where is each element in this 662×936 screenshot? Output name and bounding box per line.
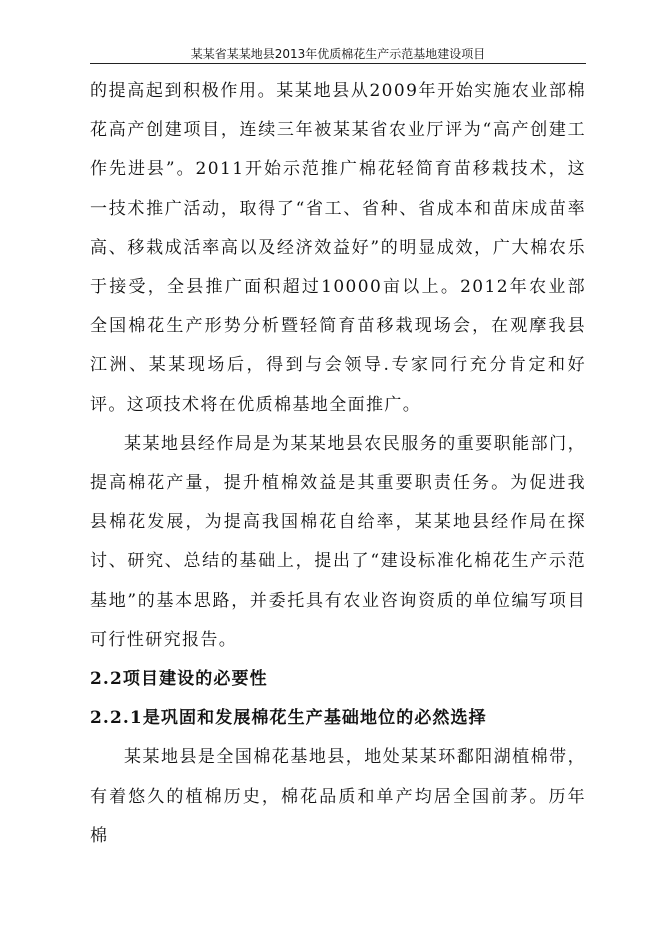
body-paragraph-2: 某某地县经作局是为某某地县农民服务的重要职能部门，提高棉花产量，提升植棉效益是其重要职责任务。为促进我县棉花发展，为提高我国棉花自给率，某某地县经作局在探讨、研究、总结的基础上，提出了“建设标准化棉花生产示范基地”的基本思路，并委托具有农业咨询资质的单位编写项目可行性研究报告。 — [90, 433, 586, 650]
body-paragraph-1: 的提高起到积极作用。某某地县从2009年开始实施农业部棉花高产创建项目，连续三年被某某省农业厅评为“高产创建工作先进县”。2011开始示范推广棉花轻简育苗移栽技术，这一技术推广活动，取得了“省工、省种、省成本和苗床成苗率高、移栽成活率高以及经济效益好”的明显成效，广大棉农乐于接受，全县推广面积超过10000亩以上。2012年农业部全国棉花生产形势分析暨轻简育苗移栽现场会，在观摩我县江洲、某某现场后，得到与会领导.专家同行充分肯定和好评。这项技术将在优质棉基地全面推广。 — [90, 81, 586, 415]
header-divider — [90, 63, 586, 64]
running-header: 某某省某某地县2013年优质棉花生产示范基地建设项目 — [190, 47, 486, 61]
document-body — [90, 72, 586, 856]
section-heading-2-2: 2.2项目建设的必要性 — [90, 669, 268, 690]
body-paragraph-3: 某某地县是全国棉花基地县，地处某某环鄱阳湖植棉带，有着悠久的植棉历史，棉花品质和单产均居全国前茅。历年棉 — [90, 747, 586, 846]
section-heading-2-2-1: 2.2.1是巩固和发展棉花生产基础地位的必然选择 — [90, 708, 487, 729]
